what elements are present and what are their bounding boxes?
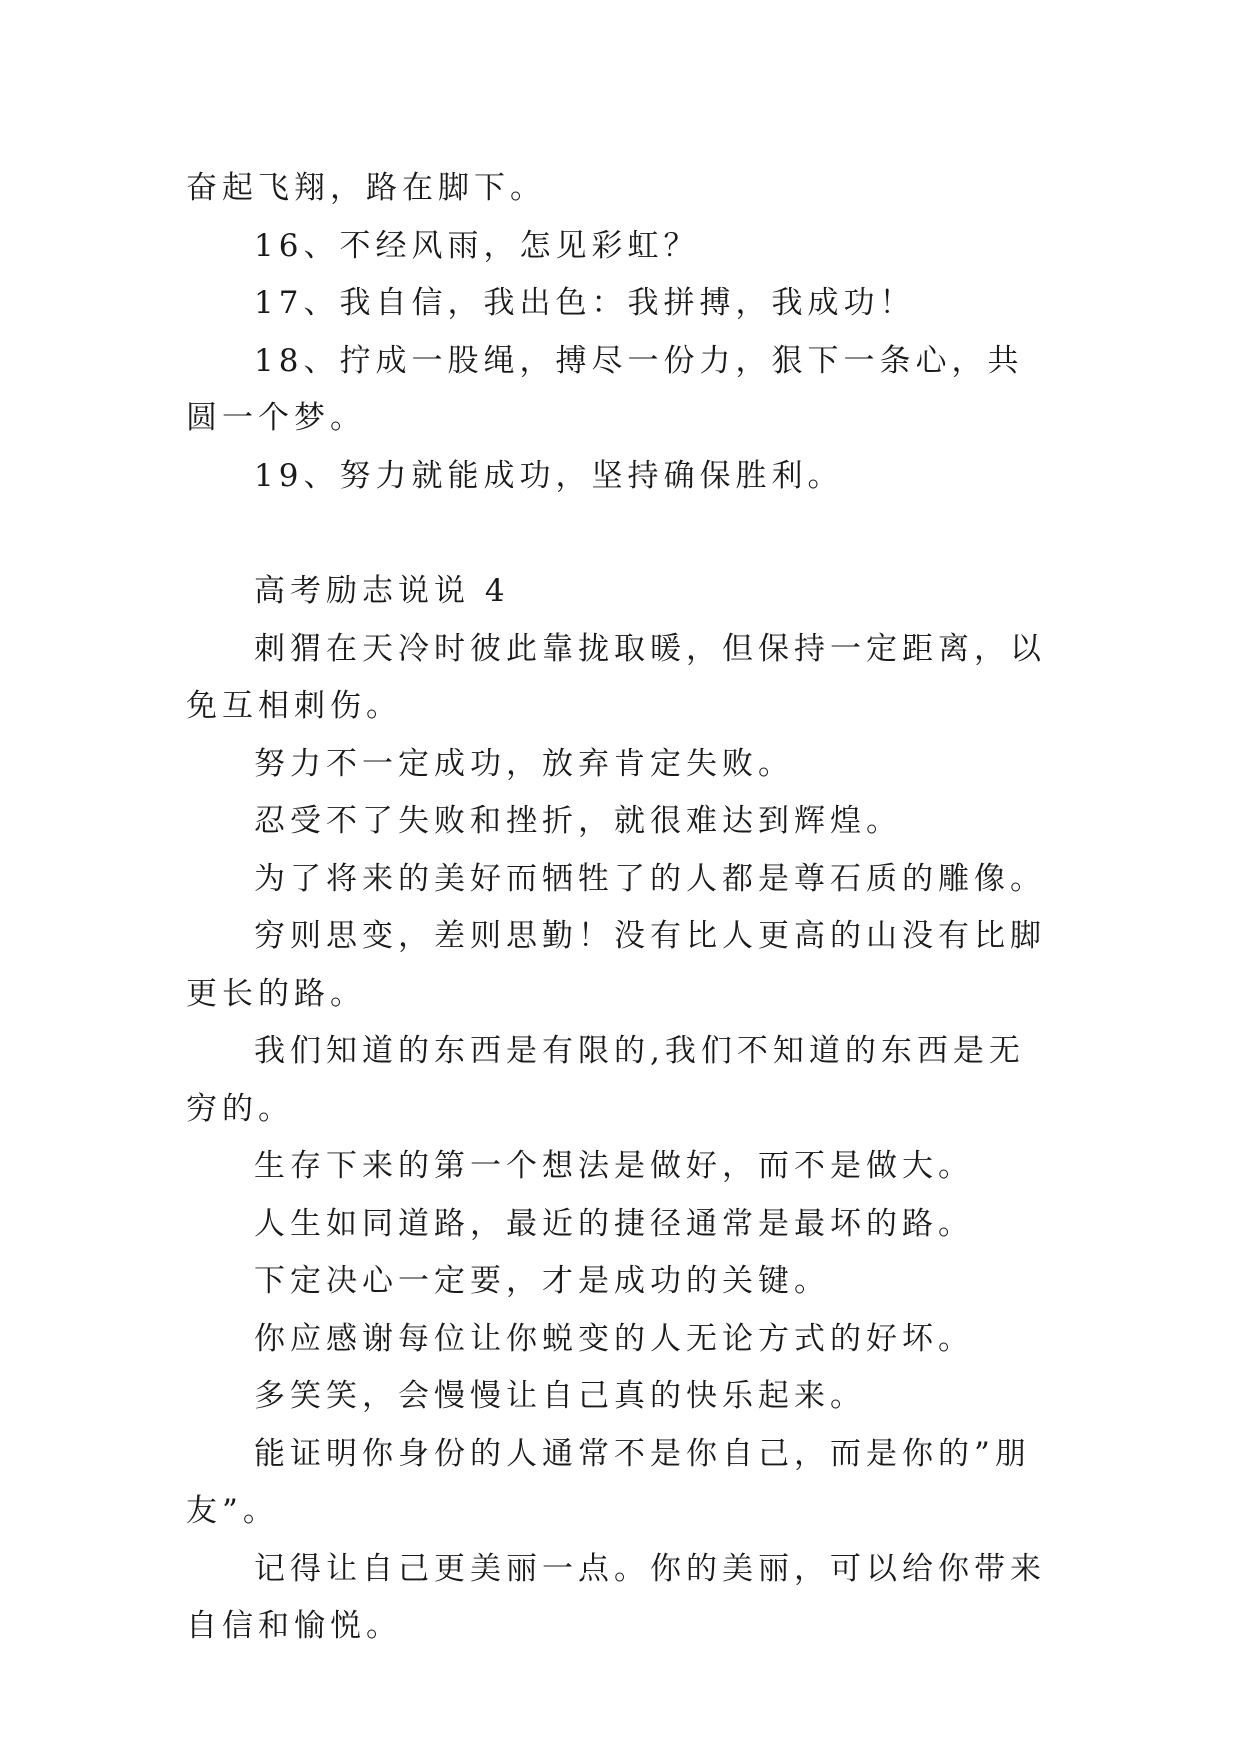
paragraph: 生存下来的第一个想法是做好，而不是做大。 [254, 1148, 974, 1184]
paragraph: 努力不一定成功，放弃肯定失败。 [254, 745, 794, 782]
section-heading: 高考励志说说 4 [254, 573, 510, 609]
paragraph: 能证明你身份的人通常不是你自己，而是你的”朋友”。 [186, 1435, 1031, 1529]
paragraph-continuation: 奋起飞翔，路在脚下。 [186, 170, 546, 206]
paragraph: 多笑笑，会慢慢让自己真的快乐起来。 [254, 1378, 866, 1414]
paragraph: 记得让自己更美丽一点。你的美丽，可以给你带来自信和愉悦。 [186, 1550, 1046, 1644]
paragraph-item-17: 17、我自信，我出色：我拼搏，我成功！ [254, 285, 916, 321]
paragraph-item-19: 19、努力就能成功，坚持确保胜利。 [254, 457, 844, 494]
paragraph: 为了将来的美好而牺牲了的人都是尊石质的雕像。 [254, 860, 1046, 897]
paragraph-item-18: 18、拧成一股绳，搏尽一份力，狠下一条心，共圆一个梦。 [186, 342, 1024, 436]
paragraph: 穷则思变，差则思勤！没有比人更高的山没有比脚更长的路。 [186, 918, 1046, 1012]
document-body [186, 160, 1056, 1656]
paragraph: 刺猬在天冷时彼此靠拢取暖，但保持一定距离，以免互相刺伤。 [186, 630, 1046, 724]
section-spacer [186, 505, 1056, 563]
paragraph: 忍受不了失败和挫折，就很难达到辉煌。 [254, 803, 902, 839]
paragraph: 你应感谢每位让你蜕变的人无论方式的好坏。 [254, 1320, 974, 1357]
paragraph: 人生如同道路，最近的捷径通常是最坏的路。 [254, 1205, 974, 1242]
paragraph: 我们知道的东西是有限的,我们不知道的东西是无穷的。 [186, 1033, 1025, 1127]
paragraph: 下定决心一定要，才是成功的关键。 [254, 1263, 830, 1299]
paragraph-item-16: 16、不经风雨，怎见彩虹？ [254, 227, 700, 264]
